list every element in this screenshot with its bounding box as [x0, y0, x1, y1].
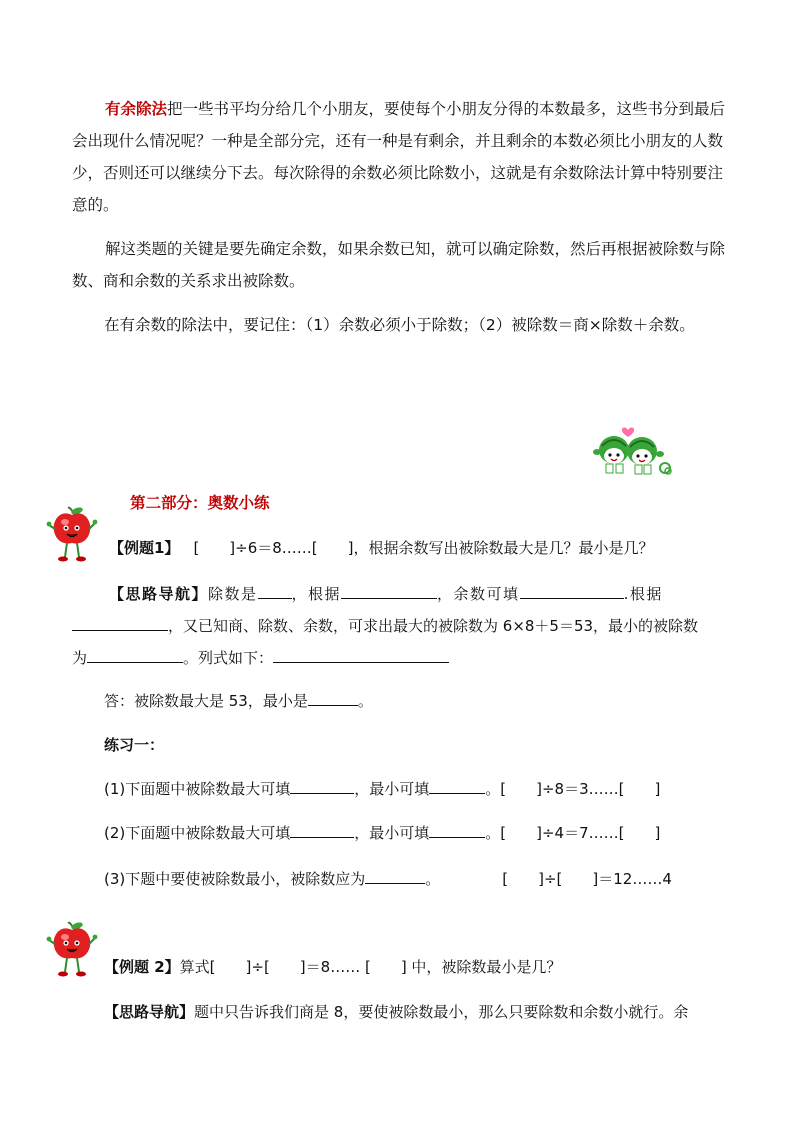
guide2: [104, 1000, 688, 1024]
answer-blank[interactable]: [429, 821, 485, 838]
apple-mascot-icon: [46, 920, 98, 980]
guide1-line2: [72, 614, 698, 638]
answer-blank[interactable]: [341, 582, 437, 599]
answer-blank[interactable]: [258, 582, 292, 599]
example1-label: 【例题1】: [109, 539, 180, 557]
q1-text: (1)下面题中被除数最大可填: [104, 780, 291, 798]
answer1-text: 答：被除数最大是 53，最小是: [104, 692, 308, 710]
guide1-line1: [109, 582, 663, 606]
example2-label: 【例题 2】: [104, 958, 180, 976]
watermelon-mascots-icon: [592, 424, 672, 480]
guide1-line3: [72, 646, 449, 670]
example1-expression: [ ]÷6＝8……[ ]，根据余数写出被除数最大是几？最小是几？: [193, 539, 654, 557]
practice-q1: [104, 777, 660, 801]
guide1-label: 【思路导航】: [109, 585, 209, 603]
apple-mascot-icon: [46, 505, 98, 565]
key-paragraph: 解这类题的关键是要先确定余数，如果余数已知，就可以确定除数，然后再根据被除数与除数、商和余数的关系求出被除数。: [72, 240, 726, 290]
section-title: 第二部分：奥数小练: [130, 494, 270, 512]
guide1-text: 除数是: [208, 585, 258, 603]
guide1-text: ，余数可填: [437, 585, 520, 603]
q2-equation: 。[ ]÷4＝7……[ ]: [485, 824, 661, 842]
q1-equation: 。[ ]÷8＝3……[ ]: [485, 780, 661, 798]
guide2-label: 【思路导航】: [104, 1003, 195, 1021]
guide1-text: 为: [72, 649, 88, 667]
q3-text: (3)下题中要使被除数最小，被除数应为: [104, 870, 366, 888]
guide1-text: ，根据: [291, 585, 342, 603]
example1: [109, 536, 654, 560]
guide2-text: 题中只告诉我们商是 8，要使被除数最小，那么只要除数和余数小就行。余: [194, 1003, 689, 1021]
answer-blank[interactable]: [72, 614, 168, 631]
q1-text: ，最小可填: [354, 780, 430, 798]
practice-q3: [104, 867, 672, 891]
q3-equation: [ ]÷[ ]＝12……4: [502, 870, 672, 888]
q3-text: 。: [425, 870, 441, 888]
practice-q2: [104, 821, 660, 845]
answer-blank[interactable]: [290, 777, 354, 794]
q2-text: (2)下面题中被除数最大可填: [104, 824, 291, 842]
intro-text: 把一些书平均分给几个小朋友，要使每个小朋友分得的本数最多，这些书分到最后会出现什么情况呢？一种是全部分完，还有一种是有剩余，并且剩余的本数必须比小朋友的人数少，否则还可以继续分下去。每次除得的余数必须比除数小，这就是有余数除法计算中特别要注意的。: [72, 100, 726, 214]
guide1-text: ，又已知商、除数、余数，可求出最大的被除数为 6×8＋5＝53，最小的被除数: [168, 617, 699, 635]
answer1-end: 。: [357, 692, 373, 710]
answer-blank[interactable]: [520, 582, 624, 599]
answer-blank[interactable]: [87, 646, 183, 663]
intro-term: 有余除法: [105, 100, 168, 118]
answer-blank[interactable]: [365, 867, 425, 884]
answer-blank[interactable]: [308, 689, 358, 706]
example2: [104, 955, 561, 979]
q2-text: ，最小可填: [354, 824, 430, 842]
intro-paragraph: [72, 93, 732, 221]
guide1-text: .根据: [623, 585, 663, 603]
example2-expression: 算式[ ]÷[ ]＝8…… [ ] 中，被除数最小是几？: [179, 958, 562, 976]
guide1-text: 。列式如下：: [183, 649, 274, 667]
remember-paragraph: 在有余数的除法中，要记住：（1）余数必须小于除数；（2）被除数＝商×除数＋余数。: [104, 316, 695, 334]
answer1: [104, 689, 373, 713]
answer-blank[interactable]: [290, 821, 354, 838]
answer-blank[interactable]: [429, 777, 485, 794]
practice-title: 练习一：: [104, 736, 165, 754]
formula-blank[interactable]: [273, 646, 449, 663]
